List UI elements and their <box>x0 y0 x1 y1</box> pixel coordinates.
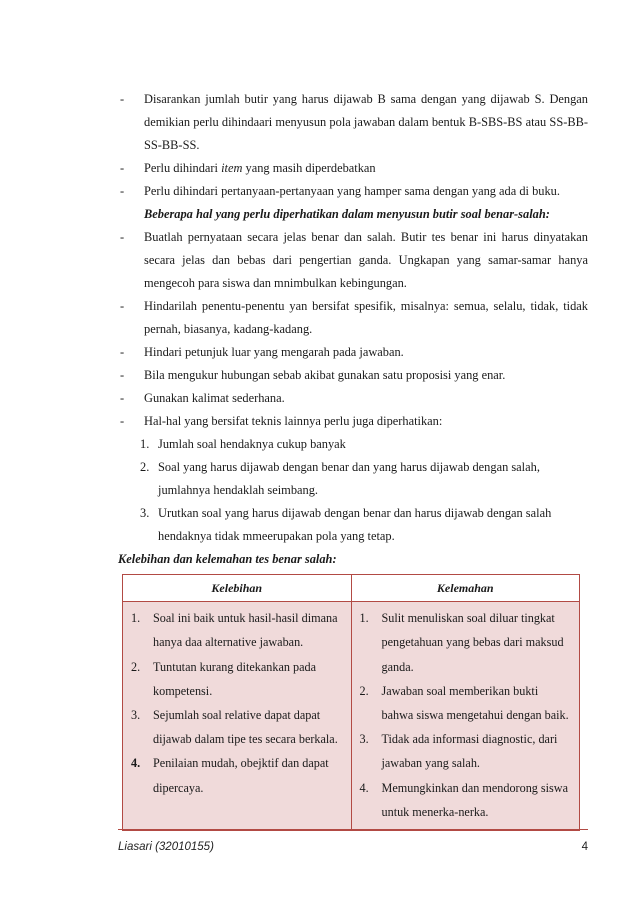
bullet-dash: - <box>120 299 125 313</box>
list-item <box>129 606 345 654</box>
subheading: Beberapa hal yang perlu diperhatikan dalam menyusun butir soal benar-salah: <box>144 207 550 221</box>
item-number: 1. <box>359 611 369 626</box>
item-number: 3. <box>131 708 141 723</box>
item-number: 4. <box>131 756 141 771</box>
item-text: Sejumlah soal relative dapat dapat dijawab dalam tipe tes secara berkala. <box>153 708 338 747</box>
list-item <box>129 703 345 751</box>
item-number: 4. <box>359 780 369 795</box>
item-text: Penilaian mudah, obejktif dan dapat dipercaya. <box>153 756 329 795</box>
footer-author: Liasari (32010155) <box>118 841 214 853</box>
list-item <box>358 727 574 775</box>
page-number: 4 <box>581 841 588 853</box>
col-header-kelebihan: Kelebihan <box>123 575 352 602</box>
bullet-dash: - <box>120 161 125 175</box>
item-text: Sulit menuliskan soal diluar tingkat pengetahuan yang bebas dari maksud ganda. <box>381 611 564 674</box>
list-item <box>358 679 574 727</box>
numbered-item <box>118 456 588 502</box>
table-title: Kelebihan dan kelemahan tes benar salah: <box>118 552 337 566</box>
bullet-item <box>118 341 588 364</box>
list-item <box>358 776 574 824</box>
bullet-dash: - <box>120 368 125 382</box>
bullet-text-pre: Perlu dihindari <box>144 161 222 175</box>
bullet-dash: - <box>120 414 125 428</box>
bullet-dash: - <box>120 391 125 405</box>
bullet-item <box>118 364 588 387</box>
bullet-text: Perlu dihindari pertanyaan-pertanyaan yang hamper sama dengan yang ada di buku. <box>144 184 560 198</box>
list-item <box>129 655 345 703</box>
bullet-dash: - <box>120 92 125 106</box>
item-number: 2. <box>359 683 369 698</box>
bullet-dash: - <box>120 184 125 198</box>
bullet-item <box>118 180 588 203</box>
page-content <box>118 88 588 831</box>
bullet-text: Disarankan jumlah butir yang harus dijawab B sama dengan yang dijawab S. Dengan demikian perlu dihindaari menyusun pola jawaban dalam bentuk B-SBS-BS atau SS-BB-SS-BB-SS. <box>144 92 588 152</box>
bullet-item <box>118 410 588 433</box>
bullet-dash: - <box>120 230 125 244</box>
numbered-item <box>118 502 588 548</box>
list-item <box>358 606 574 679</box>
item-text: Tuntutan kurang ditekankan pada kompetensi. <box>153 659 317 698</box>
table-header-row <box>123 575 580 602</box>
bullet-dash: - <box>120 345 125 359</box>
item-text: Soal yang harus dijawab dengan benar dan yang harus dijawab dengan salah, jumlahnya hendaklah seimbang. <box>158 460 540 497</box>
item-text: Urutkan soal yang harus dijawab dengan benar dan harus dijawab dengan salah hendaknya tidak mmeerupakan pola yang tetap. <box>158 506 552 543</box>
bullet-text-italic: item <box>221 161 243 175</box>
item-text: Tidak ada informasi diagnostic, dari jawaban yang salah. <box>381 732 558 771</box>
bullet-item <box>118 88 588 157</box>
table-row <box>123 602 580 831</box>
item-text: Jawaban soal memberikan bukti bahwa siswa mengetahui dengan baik. <box>381 683 569 723</box>
numbered-item <box>118 433 588 456</box>
item-number: 3. <box>140 506 150 520</box>
page-footer <box>118 829 588 853</box>
item-number: 2. <box>140 460 150 474</box>
bullet-text: Hindarilah penentu-penentu yan bersifat spesifik, misalnya: semua, selalu, tidak, tidak pernah, biasanya, kadang-kadang. <box>144 299 588 336</box>
item-text: Jumlah soal hendaknya cukup banyak <box>158 437 346 451</box>
bullet-text: Hal-hal yang bersifat teknis lainnya perlu juga diperhatikan: <box>144 414 443 428</box>
bullet-item <box>118 226 588 295</box>
col-header-kelemahan: Kelemahan <box>351 575 580 602</box>
bullet-item <box>118 387 588 410</box>
item-text: Memungkinkan dan mendorong siswa untuk menerka-nerka. <box>381 780 569 819</box>
kelemahan-cell <box>351 602 580 831</box>
comparison-table <box>122 574 580 831</box>
item-number: 1. <box>140 437 150 451</box>
bullet-item <box>118 157 588 180</box>
list-item <box>129 751 345 799</box>
bullet-text: Hindari petunjuk luar yang mengarah pada jawaban. <box>144 345 404 359</box>
bullet-text: Bila mengukur hubungan sebab akibat gunakan satu proposisi yang enar. <box>144 368 506 382</box>
item-number: 2. <box>131 659 141 674</box>
item-text: Soal ini baik untuk hasil-hasil dimana hanya daa alternative jawaban. <box>153 611 338 650</box>
bullet-text: Buatlah pernyataan secara jelas benar dan salah. Butir tes benar ini harus dinyatakan secara jelas dan bebas dari pengertian ganda. Ungkapan yang samar-samar hanya mengecoh para siswa dan mnimbulkan kebingungan. <box>144 230 588 290</box>
bullet-text-post: yang masih diperdebatkan <box>242 161 376 175</box>
item-number: 1. <box>131 611 141 626</box>
bullet-text: Gunakan kalimat sederhana. <box>144 391 285 405</box>
kelebihan-cell <box>123 602 352 831</box>
bullet-item <box>118 295 588 341</box>
item-number: 3. <box>359 732 369 747</box>
